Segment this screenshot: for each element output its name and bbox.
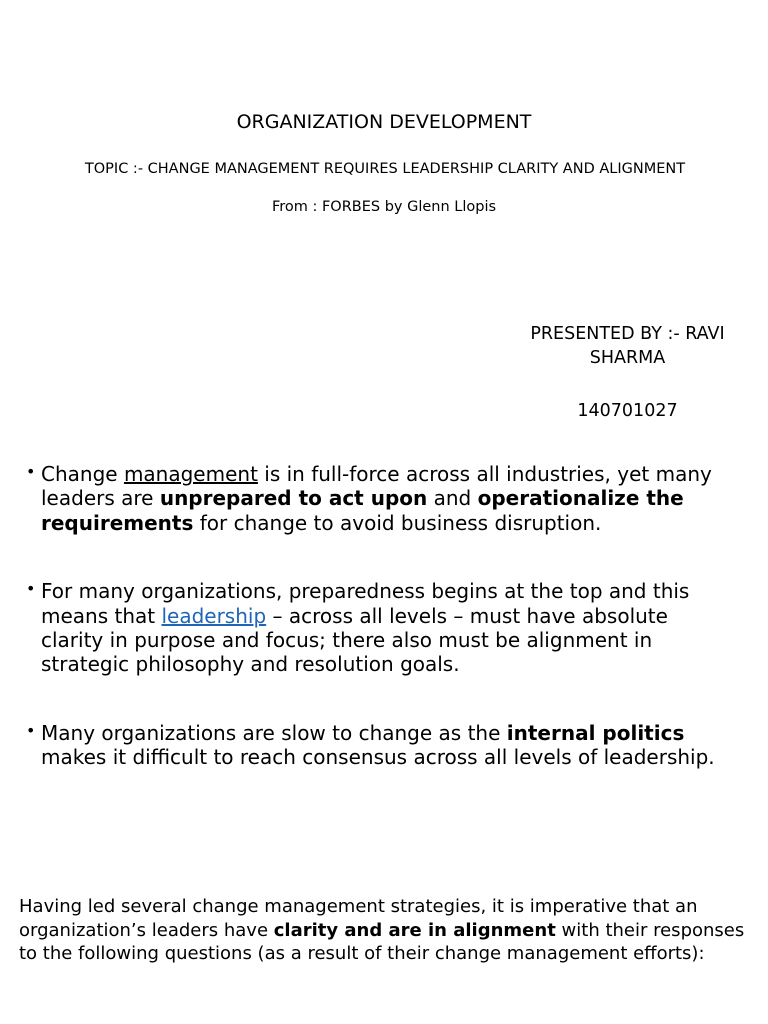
closing-text: with their responses to the following questions (as a result of their change management efforts): xyxy=(19,919,745,964)
leadership-link[interactable]: leadership xyxy=(161,603,267,628)
bullet-dot-icon: • xyxy=(26,720,36,740)
management-link[interactable]: management xyxy=(123,462,258,486)
closing-emphasis: clarity and are in alignment xyxy=(273,919,556,941)
bullet-text: For many organizations, preparedness begins at the top and this means that xyxy=(41,579,690,628)
roll-number: 140701027 xyxy=(577,401,678,421)
bullet-text: makes it difficult to reach consensus across all levels of leadership. xyxy=(41,745,715,770)
bullet-text: and xyxy=(427,486,478,511)
source-line: From : FORBES by Glenn Llopis xyxy=(271,199,497,215)
bullet-dot-icon: • xyxy=(26,462,36,481)
bullet-emphasis: operationalize the requirements xyxy=(41,486,684,535)
bullet-emphasis: internal politics xyxy=(506,720,685,745)
closing-text: Having led several change management strategies, it is imperative that an organization’s leaders have xyxy=(19,896,698,941)
bullet-text: Many organizations are slow to change as the xyxy=(41,720,507,745)
bullet-text: – across all levels – must have absolute clarity in purpose and focus; there also must be alignment in strategic philosophy and resolution goals. xyxy=(41,603,668,677)
closing-paragraph xyxy=(19,895,754,966)
presenter-label: PRESENTED BY :- RAVI SHARMA xyxy=(530,324,725,368)
topic-line: TOPIC :- CHANGE MANAGEMENT REQUIRES LEADERSHIP CLARITY AND ALIGNMENT xyxy=(84,161,686,177)
bullet-emphasis: unprepared to act upon xyxy=(159,486,428,511)
bullet-dot-icon: • xyxy=(26,579,36,599)
bullet-list xyxy=(24,462,724,770)
bullet-item-preparedness xyxy=(24,579,724,677)
bullet-item-internal-politics xyxy=(24,721,724,770)
page-title: ORGANIZATION DEVELOPMENT xyxy=(236,111,532,133)
bullet-item-change-management xyxy=(24,462,724,535)
bullet-text: is in full-force across all industries, yet many leaders are xyxy=(41,462,712,511)
bullet-text: for change to avoid business disruption. xyxy=(193,510,602,535)
bullet-text: Change xyxy=(41,462,124,486)
